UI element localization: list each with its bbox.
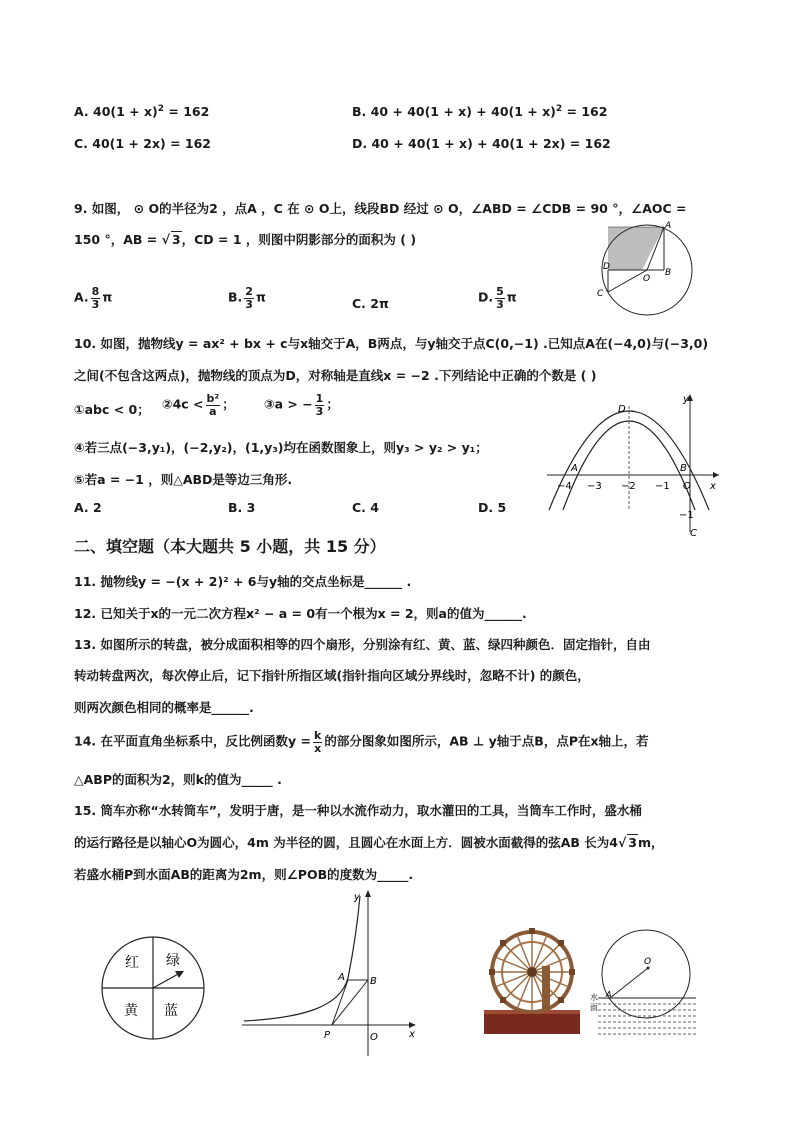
q10-statement-2-num: b²: [206, 392, 220, 405]
q13-spinner-figure: [100, 935, 206, 1041]
q10-option-d: D. 5: [478, 500, 507, 515]
q10-label-b: B: [680, 463, 687, 474]
q8-option-a-sup: 2: [157, 104, 165, 114]
q10-statement-3b: ；: [326, 396, 339, 412]
q10-statement-3a: ③a > −: [264, 396, 313, 412]
q8-option-c: C. 40(1 + 2x) = 162: [74, 136, 211, 151]
q15-photo-hub: [527, 967, 537, 977]
q13-pointer: [153, 973, 180, 988]
q8-option-b: [352, 104, 607, 119]
q9-option-d-den: 3: [496, 298, 504, 311]
q9-option-b-label: B.: [228, 289, 243, 305]
q9-option-c: C. 2π: [352, 296, 389, 311]
q10-line-2: 之间(不包含这两点)，抛物线的顶点为D，对称轴是直线x = −2 .下列结论中正确的个数是 ( ): [74, 368, 597, 383]
q15-photo-frame: [542, 966, 550, 1012]
q9-line-oc: [608, 270, 647, 292]
q15-circle-figure: [590, 928, 700, 1040]
q9-option-b-pi: π: [255, 289, 266, 305]
q13-label-green: 绿: [166, 953, 180, 969]
q10-label-d: D: [618, 404, 626, 415]
q15-label-water-1: 水: [590, 993, 598, 1002]
q13-line-2: 转动转盘两次，每次停止后，记下指针所指区域(指针指向区域分界线时，忽略不计) 的颜色，: [74, 668, 590, 683]
section-2-heading: 二、填空题（本大题共 5 小题，共 15 分）: [74, 537, 386, 556]
q9-option-a-num: 8: [91, 285, 100, 298]
q14-x-arrow: [409, 1022, 416, 1028]
q14-label-o: O: [370, 1032, 378, 1043]
q10-y-label: y: [683, 394, 689, 405]
q9-option-d-label: D.: [478, 289, 494, 305]
q10-option-b: B. 3: [228, 500, 256, 515]
q10-tick-neg3: −3: [587, 481, 602, 492]
q10-parabola-curve-1: [549, 411, 709, 510]
q8-option-a-tail: = 162: [164, 104, 210, 120]
q14-curve: [244, 896, 360, 1021]
q8-option-b-sup: 2: [555, 104, 563, 114]
q10-x-arrow: [713, 472, 719, 478]
q15-line-2: 的运行路径是以轴心O为圆心，4m 为半径的圆，且圆心在水面上方．圆被水面截得的弦AB 长为4√ 3m，: [74, 835, 664, 850]
q8-option-b-tail: = 162: [562, 104, 608, 120]
q15-water-hatch: [598, 1004, 696, 1034]
q15-line-1: 15. 筒车亦称“水转筒车”，发明于唐，是一种以水流作动力，取水灌田的工具，当筒车工作时，盛水桶: [74, 803, 642, 818]
q9-option-a-pi: π: [102, 289, 113, 305]
q9-circle-figure: [594, 222, 704, 312]
q10-label-neg1-y: −1: [679, 510, 694, 521]
q15-line-3: 若盛水桶P到水面AB的距离为2m，则∠POB的度数为_____.: [74, 867, 414, 882]
q10-statement-3-num: 1: [315, 392, 324, 405]
q14-line-bp: [332, 980, 368, 1025]
q10-statement-3-den: 3: [315, 405, 324, 418]
q14-label-y: y: [354, 892, 360, 903]
q10-statement-1: ①abc < 0；: [74, 402, 150, 417]
q10-line-1: 10. 如图，抛物线y = ax² + bx + c与x轴交于A，B两点，与y轴交于点C(0,−1) .已知点A在(−4,0)与(−3,0): [74, 336, 709, 351]
q10-tick-neg2: −2: [621, 481, 636, 492]
q10-label-a: A: [571, 463, 578, 474]
q9-line-2: 150 °，AB = √ 3，CD = 1 ，则图中阴影部分的面积为 ( ): [74, 232, 417, 247]
q10-label-c: C: [690, 528, 697, 539]
q14-y-arrow: [365, 890, 371, 897]
q15-radius-oa: [610, 968, 648, 998]
q14-label-x: x: [409, 1029, 415, 1040]
q9-label-b: B: [665, 268, 672, 278]
q9-sqrt: 3: [171, 232, 181, 247]
q15-line-2a: 的运行路径是以轴心O为圆心，4m 为半径的圆，且圆心在水面上方．圆被水面截得的弦AB 长为4: [74, 835, 618, 850]
q9-option-a-den: 3: [91, 298, 100, 311]
q13-label-blue: 蓝: [164, 1003, 178, 1019]
q15-waterwheel-photo: [484, 926, 584, 1034]
q15-label-water-2: 面: [590, 1003, 598, 1012]
q15-sqrt: 3: [628, 835, 637, 850]
q10-x-label: x: [710, 481, 716, 492]
q14-label-a: A: [338, 972, 345, 983]
q14-line-ap: [332, 980, 348, 1025]
q8-option-b-text: B. 40 + 40(1 + x) + 40(1 + x): [352, 104, 556, 120]
q9-option-a-label: A.: [74, 289, 89, 305]
q10-option-a: A. 2: [74, 500, 102, 515]
q13-label-yellow: 黄: [124, 1003, 138, 1019]
q9-label-a: A: [665, 221, 672, 231]
q8-option-a: [74, 104, 209, 119]
q15-line-2b: m，: [638, 835, 664, 850]
q10-statement-5: ⑤若a = −1 ，则△ABD是等边三角形.: [74, 472, 293, 487]
q9-line-1: 9. 如图， ⊙ O的半径为2 ，点A ，C 在 ⊙ O上，线段BD 经过 ⊙ O，∠ABD = ∠CDB = 90 °，∠AOC =: [74, 201, 687, 216]
q14-hyperbola-figure: [240, 888, 420, 1058]
q15-label-o: O: [644, 957, 652, 967]
q10-statement-2a: ②4c <: [162, 396, 204, 412]
q13-line-1: 13. 如图所示的转盘，被分成面积相等的四个扇形，分别涂有红、黄、蓝、绿四种颜色．固定指针，自由: [74, 637, 651, 652]
q9-option-b-num: 2: [245, 285, 253, 298]
q10-option-c: C. 4: [352, 500, 379, 515]
q9-option-d-num: 5: [496, 285, 504, 298]
q14-frac-den: x: [314, 742, 322, 755]
q10-statement-2-den: a: [209, 405, 217, 418]
q14-line-1a: 14. 在平面直角坐标系中，反比例函数y =: [74, 733, 311, 749]
q9-line-2b: ，CD = 1 ，则图中阴影部分的面积为 ( ): [181, 232, 417, 247]
q8-option-d: D. 40 + 40(1 + x) + 40(1 + 2x) = 162: [352, 136, 611, 151]
q10-statement-2: [162, 393, 235, 417]
q13-line-3: 则两次颜色相同的概率是______.: [74, 700, 254, 715]
q10-tick-origin: O: [683, 481, 691, 492]
q14-frac-num: k: [313, 729, 322, 742]
q14-line-1: [74, 730, 649, 754]
q10-tick-neg1: −1: [655, 481, 670, 492]
q10-statement-2b: ；: [222, 396, 235, 412]
q9-line-2a: 150 °，AB =: [74, 232, 162, 247]
q11-text: 11. 抛物线y = −(x + 2)² + 6与y轴的交点坐标是______ .: [74, 574, 412, 589]
q8-option-a-text: A. 40(1 + x): [74, 104, 158, 120]
q9-label-o: O: [643, 274, 651, 284]
q9-option-b-den: 3: [245, 298, 253, 311]
q10-statement-4: ④若三点(−3,y₁)，(−2,y₂)，(1,y₃)均在函数图象上，则y₃ > y₂ > y₁；: [74, 440, 488, 455]
q10-statement-3: [264, 393, 339, 417]
q10-parabola-figure: [543, 392, 723, 540]
q13-label-red: 红: [125, 955, 139, 971]
q14-line-2: △ABP的面积为2，则k的值为_____ .: [74, 772, 282, 787]
q14-label-b: B: [370, 976, 377, 987]
q15-label-a: A: [606, 990, 612, 999]
q14-label-p: P: [324, 1030, 331, 1041]
q12-text: 12. 已知关于x的一元二次方程x² − a = 0有一个根为x = 2，则a的值为______.: [74, 606, 527, 621]
q9-option-d: [478, 286, 517, 310]
q9-option-b: [228, 286, 266, 310]
q9-option-d-pi: π: [506, 289, 517, 305]
q9-label-d: D: [603, 262, 610, 272]
q14-line-1b: 的部分图象如图所示，AB ⊥ y轴于点B，点P在x轴上，若: [324, 733, 649, 749]
q9-label-c: C: [597, 289, 604, 299]
q9-option-a: [74, 286, 112, 310]
q15-circle: [602, 930, 690, 1018]
q10-tick-neg4: −4: [557, 481, 572, 492]
